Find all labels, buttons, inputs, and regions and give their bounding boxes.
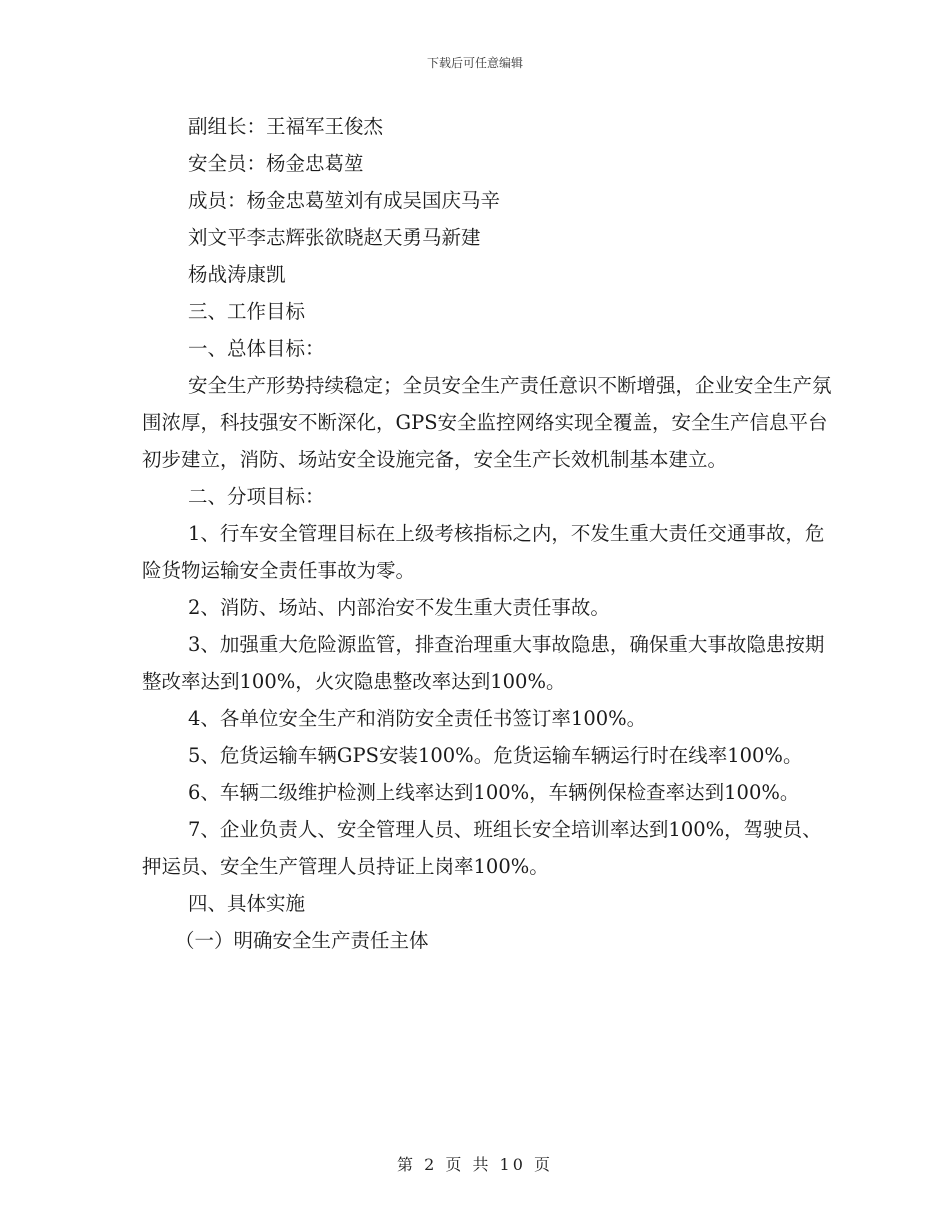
paragraph-members: 成员：杨金忠葛堃刘有成吴国庆马辛 [188,189,501,212]
list-item-goal-2: 2、消防、场站、内部治安不发生重大责任事故。 [188,596,610,619]
page-footer: 第 2 页 共 10 页 [397,1155,553,1174]
paragraph-members-continued-2: 杨战涛康凯 [188,263,286,286]
list-item-goal-5: 5、危货运输车辆GPS安装100%。危货运输车辆运行时在线率100%。 [188,744,803,767]
list-item-goal-6: 6、车辆二级维护检测上线率达到100%，车辆例保检查率达到100%。 [188,781,800,804]
paragraph-deputy-leader: 副组长：王福军王俊杰 [188,115,384,138]
document-body [142,108,832,959]
section-heading-implementation: 四、具体实施 [188,892,306,915]
list-item-goal-1: 1、行车安全管理目标在上级考核指标之内，不发生重大责任交通事故，危险货物运输安全责任事故为零。 [142,522,825,582]
subheading-overall-goals: 一、总体目标： [188,337,325,360]
subheading-responsibility-subject: （一）明确安全生产责任主体 [175,929,429,952]
list-item-goal-3: 3、加强重大危险源监管，排查治理重大事故隐患，确保重大事故隐患按期整改率达到100%，火灾隐患整改率达到100%。 [142,633,825,693]
section-heading-work-goals: 三、工作目标 [188,300,306,323]
list-item-goal-7: 7、企业负责人、安全管理人员、班组长安全培训率达到100%，驾驶员、押运员、安全生产管理人员持证上岗率100%。 [142,818,822,878]
page-header: 下载后可任意编辑 [426,56,523,70]
paragraph-safety-officer: 安全员：杨金忠葛堃 [188,152,364,175]
paragraph-overall-goals: 安全生产形势持续稳定；全员安全生产责任意识不断增强，企业安全生产氛围浓厚，科技强安不断深化，GPS安全监控网络实现全覆盖，安全生产信息平台初步建立，消防、场站安全设施完备，安全生产长效机制基本建立。 [142,374,832,471]
list-item-goal-4: 4、各单位安全生产和消防安全责任书签订率100%。 [188,707,647,730]
paragraph-members-continued-1: 刘文平李志辉张欲晓赵天勇马新建 [188,226,481,249]
subheading-itemized-goals: 二、分项目标： [188,485,325,508]
